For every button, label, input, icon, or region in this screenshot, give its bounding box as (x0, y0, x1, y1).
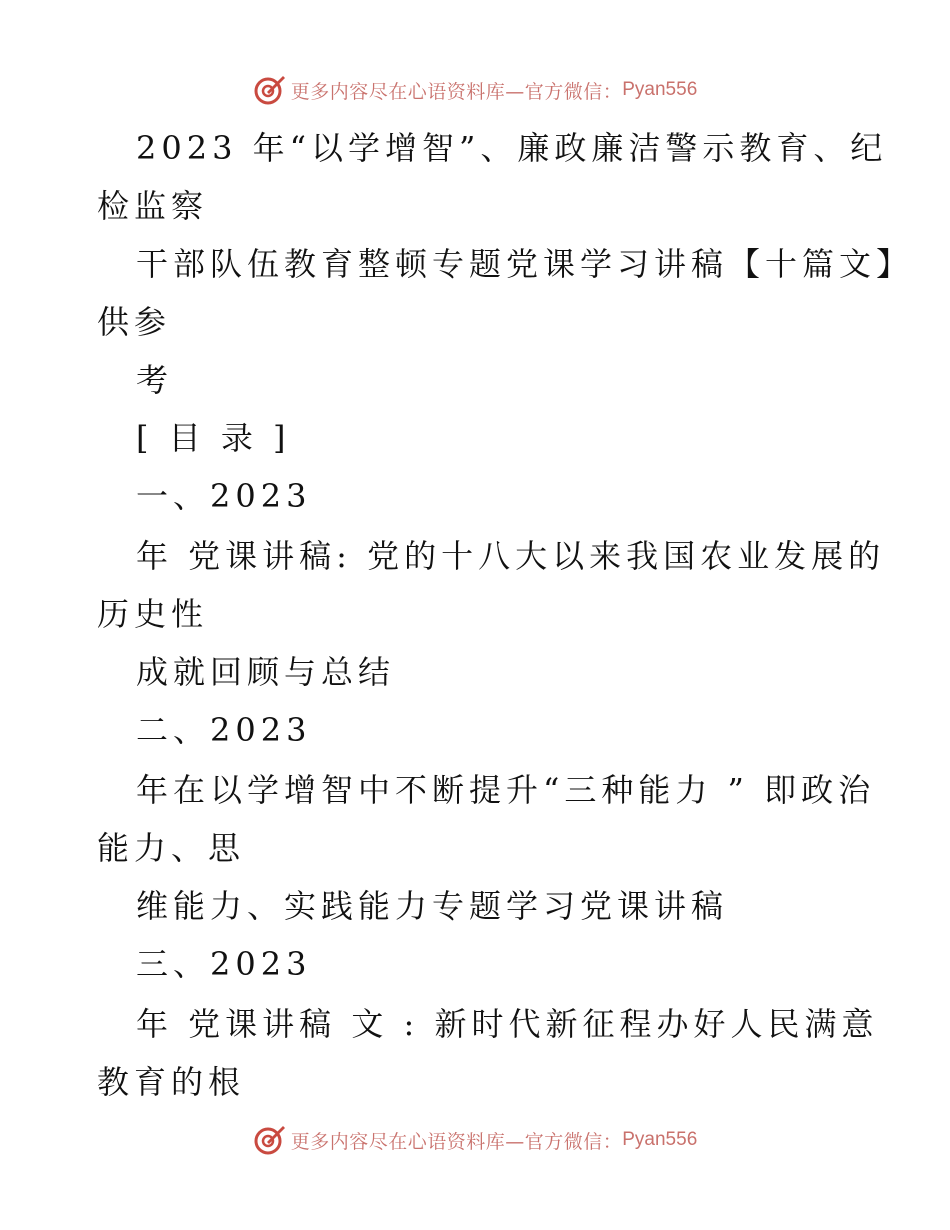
toc-item-2-line-3: 维能力、实践能力专题学习党课讲稿 (136, 887, 729, 925)
toc-item-3-line-1: 年 党课讲稿 文 : 新时代新征程办好人民满意 (136, 1005, 879, 1043)
watermark-text: 更多内容尽在心语资料库—官方微信： (290, 1130, 623, 1153)
toc-item-1-line-3: 成就回顾与总结 (136, 653, 396, 691)
watermark-wechat-id: Pyan556 (622, 1129, 698, 1150)
toc-item-3-number: 三、2023 (136, 945, 312, 983)
pen-swirl-logo-icon (253, 1123, 287, 1157)
toc-item-2-line-1: 年在以学增智中不断提升“三种能力 ” 即政治 (136, 771, 876, 809)
footer-watermark (0, 1122, 950, 1158)
toc-item-2-line-2: 能力、思 (97, 829, 246, 867)
title-line-5: 考 (136, 361, 174, 399)
watermark-text: 更多内容尽在心语资料库—官方微信： (290, 80, 623, 103)
toc-item-1-line-2: 历史性 (97, 595, 209, 633)
pen-swirl-logo-icon (253, 73, 287, 107)
toc-item-2-number: 二、2023 (136, 711, 312, 749)
watermark-wechat-id: Pyan556 (622, 79, 698, 100)
toc-item-3-line-2: 教育的根 (97, 1063, 246, 1101)
title-line-2: 检监察 (97, 187, 209, 225)
toc-item-1-line-1: 年 党课讲稿: 党的十八大以来我国农业发展的 (136, 537, 886, 575)
title-line-3: 干部队伍教育整顿专题党课学习讲稿【十篇文】 (136, 245, 914, 283)
header-watermark (0, 72, 950, 108)
toc-heading: [ 目 录 ] (136, 419, 291, 457)
title-line-4: 供参 (97, 303, 172, 341)
toc-item-1-number: 一、2023 (136, 477, 312, 515)
title-line-1: 2023 年“以学增智”、廉政廉洁警示教育、纪 (136, 129, 888, 167)
